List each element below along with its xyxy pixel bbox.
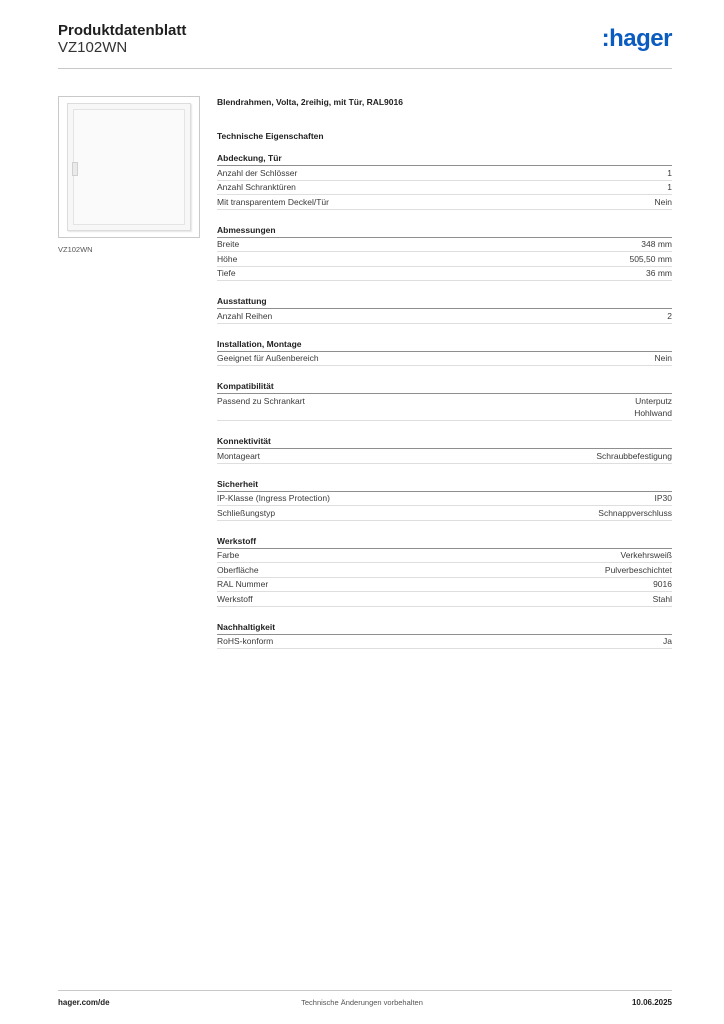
spec-row	[217, 252, 672, 267]
spec-value	[667, 310, 672, 323]
spec-row	[217, 563, 672, 578]
door-panel-illustration	[67, 103, 191, 231]
door-panel-inner	[73, 109, 185, 225]
document-subtitle: VZ102WN	[58, 39, 128, 56]
spec-label: RoHS-konform	[217, 636, 274, 646]
spec-row	[217, 549, 672, 564]
spec-label: Werkstoff	[217, 593, 253, 604]
spec-label: Geeignet für Außenbereich	[217, 353, 319, 363]
spec-value	[634, 395, 672, 420]
technical-properties-heading: Technische Eigenschaften	[217, 131, 324, 141]
spec-row	[217, 394, 672, 421]
spec-row	[217, 352, 672, 367]
section-title: Kompatibilität	[217, 381, 274, 391]
spec-label: Tiefe	[217, 268, 236, 278]
spec-value	[596, 450, 672, 463]
spec-label: Passend zu Schrankart	[217, 395, 305, 406]
spec-value	[655, 352, 672, 365]
page-header	[58, 20, 672, 68]
spec-value-line: 505,50 mm	[629, 253, 672, 264]
spec-label: RAL Nummer	[217, 579, 269, 589]
product-image	[58, 96, 200, 238]
spec-value	[653, 578, 672, 591]
spec-row	[217, 635, 672, 650]
spec-value-line: Nein	[654, 353, 672, 363]
product-description: Blendrahmen, Volta, 2reihig, mit Tür, RAL9016	[217, 97, 403, 107]
document-title: Produktdatenblatt	[58, 22, 187, 39]
spec-label: Oberfläche	[217, 564, 259, 575]
spec-label: Anzahl Schranktüren	[217, 182, 296, 192]
spec-value-line: 36 mm	[646, 268, 672, 278]
spec-value-line: Pulverbeschichtet	[604, 564, 672, 575]
spec-row	[217, 506, 672, 521]
spec-value-line: 2	[667, 310, 672, 321]
spec-value	[629, 253, 672, 266]
spec-value	[621, 549, 673, 562]
spec-section	[217, 535, 672, 607]
spec-label: Anzahl Reihen	[217, 310, 273, 321]
spec-section	[217, 478, 672, 521]
spec-value	[605, 564, 672, 577]
section-title: Nachhaltigkeit	[217, 621, 276, 632]
spec-value	[655, 196, 672, 209]
spec-section	[217, 295, 672, 324]
spec-row	[217, 309, 672, 324]
spec-label: Höhe	[217, 253, 238, 264]
spec-row	[217, 195, 672, 210]
footer-date: 10.06.2025	[631, 998, 672, 1007]
footer-website: hager.com/de	[58, 998, 110, 1007]
spec-value-line: 348 mm	[641, 239, 672, 249]
spec-value	[655, 492, 673, 505]
spec-label: IP-Klasse (Ingress Protection)	[217, 493, 330, 503]
spec-label: Mit transparentem Deckel/Tür	[217, 196, 329, 207]
spec-row	[217, 238, 672, 253]
spec-value-line: Nein	[654, 196, 672, 207]
spec-value-line: 1	[667, 182, 672, 192]
spec-row	[217, 267, 672, 282]
spec-value	[663, 635, 672, 648]
spec-sections	[217, 152, 672, 649]
section-title: Konnektivität	[217, 436, 271, 446]
product-specifications	[217, 96, 672, 649]
spec-section	[217, 621, 672, 650]
spec-value	[653, 593, 672, 606]
footer-notice: Technische Änderungen vorbehalten	[301, 998, 423, 1007]
spec-row	[217, 578, 672, 593]
spec-value-line: Schraubbefestigung	[596, 450, 672, 461]
logo-colon: :	[601, 25, 610, 52]
hager-logo	[602, 25, 672, 53]
spec-value-line: Unterputz	[635, 395, 672, 406]
spec-value	[641, 238, 672, 251]
section-title: Abmessungen	[217, 224, 276, 235]
spec-row	[217, 449, 672, 464]
spec-value	[667, 167, 672, 180]
spec-label: Breite	[217, 239, 240, 249]
section-title: Abdeckung, Tür	[217, 153, 282, 163]
section-title: Sicherheit	[217, 478, 259, 489]
spec-section	[217, 224, 672, 282]
spec-section	[217, 435, 672, 464]
spec-section	[217, 338, 672, 367]
spec-label: Schließungstyp	[217, 507, 276, 518]
spec-section	[217, 152, 672, 210]
spec-row	[217, 166, 672, 181]
spec-row	[217, 492, 672, 507]
spec-row	[217, 592, 672, 607]
spec-label: Anzahl der Schlösser	[217, 167, 298, 178]
section-title: Werkstoff	[217, 535, 257, 546]
door-handle	[72, 162, 78, 176]
spec-value	[646, 267, 672, 280]
spec-value-line: IP30	[654, 493, 672, 503]
spec-value-line: 9016	[653, 579, 672, 589]
spec-value	[598, 507, 672, 520]
footer-divider	[58, 990, 672, 991]
spec-label: Montageart	[217, 450, 260, 461]
spec-value-line: Schnappverschluss	[598, 507, 672, 518]
spec-value-line: Ja	[663, 636, 672, 646]
spec-row	[217, 181, 672, 196]
spec-section	[217, 380, 672, 421]
section-title: Installation, Montage	[217, 338, 302, 349]
image-caption: VZ102WN	[58, 245, 93, 254]
spec-value-line: Stahl	[652, 593, 672, 604]
spec-value-line: Hohlwand	[634, 408, 672, 418]
logo-text: hager	[609, 25, 672, 52]
spec-value-line: 1	[667, 167, 672, 178]
spec-value-line: Verkehrsweiß	[620, 550, 672, 560]
section-title: Ausstattung	[217, 296, 267, 306]
spec-value	[667, 181, 672, 194]
header-divider	[58, 68, 672, 69]
spec-label: Farbe	[217, 550, 240, 560]
